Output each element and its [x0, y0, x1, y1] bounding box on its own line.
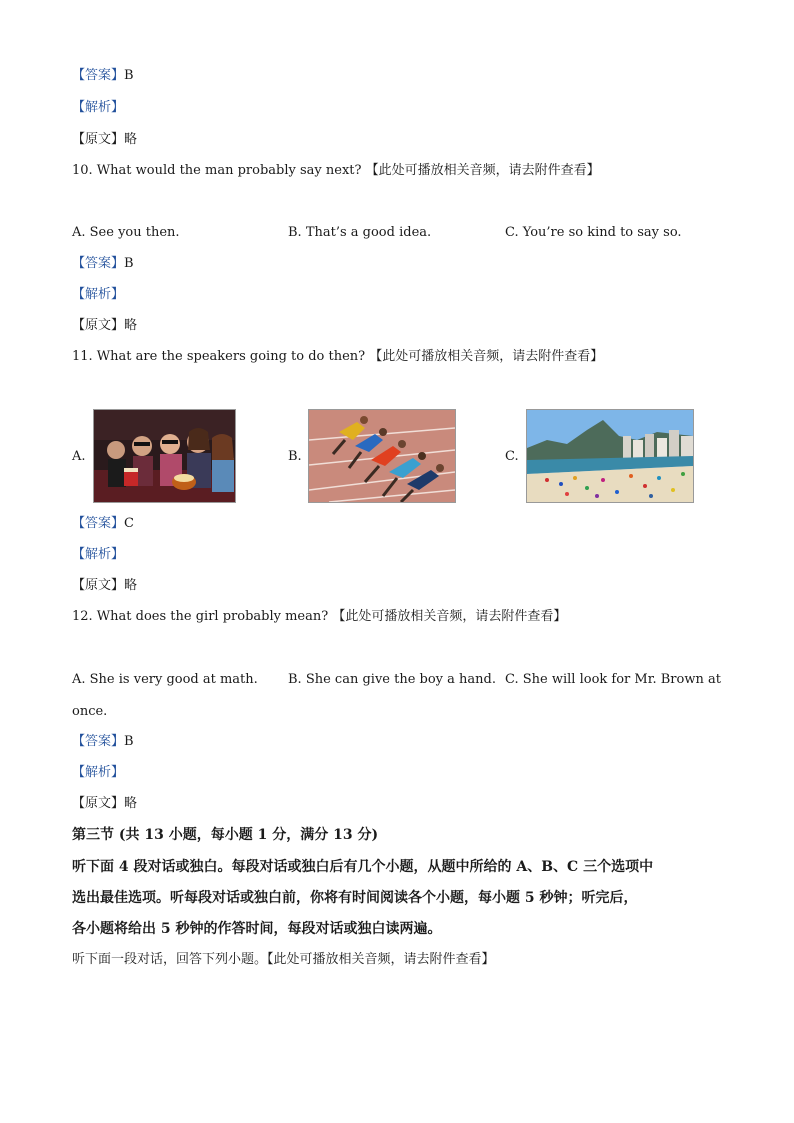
original-tag: 【原文】 — [72, 132, 125, 147]
answer-tag: 【答案】 — [72, 256, 125, 271]
section3-instruction-line: 听下面 4 段对话或独白。每段对话或独白后有几个小题，从题中所给的 A、B、C 三个选项中 — [72, 859, 654, 875]
beach-photo — [526, 409, 694, 503]
q9-analysis-line — [72, 99, 124, 117]
original-tag: 【原文】 — [72, 796, 125, 811]
q12-answer-line — [72, 733, 134, 751]
q11-option-c-label: C. — [505, 449, 519, 464]
answer-tag: 【答案】 — [72, 516, 125, 531]
q10-original-line — [72, 317, 137, 335]
analysis-tag: 【解析】 — [72, 100, 125, 115]
q10-answer-line — [72, 255, 134, 273]
section3-instruction-line: 各小题将给出 5 秒钟的作答时间，每段对话或独白读两遍。 — [72, 921, 442, 937]
answer-tag: 【答案】 — [72, 68, 125, 83]
answer-value: B — [124, 256, 134, 271]
answer-value: C — [124, 516, 134, 531]
original-value: 略 — [124, 578, 138, 593]
original-tag: 【原文】 — [72, 318, 125, 333]
q11-answer-line — [72, 515, 134, 533]
q12-stem: 12. What does the girl probably mean? 【此处可播放相关音频，请去附件查看】 — [72, 609, 567, 624]
q10-option-c: C. You’re so kind to say so. — [505, 225, 682, 240]
q11-option-b-label: B. — [288, 449, 302, 464]
q12-option-a: A. She is very good at math. — [72, 672, 258, 687]
original-tag: 【原文】 — [72, 578, 125, 593]
q12-option-b: B. She can give the boy a hand. — [288, 672, 496, 687]
q10-analysis-line — [72, 286, 124, 304]
q9-answer-line — [72, 67, 134, 85]
analysis-tag: 【解析】 — [72, 765, 125, 780]
section3-prompt: 听下面一段对话，回答下列小题。【此处可播放相关音频，请去附件查看】 — [72, 952, 495, 967]
answer-value: B — [124, 734, 134, 749]
sprinters-photo — [308, 409, 456, 503]
answer-value: B — [124, 68, 134, 83]
section3-heading: 第三节 (共 13 小题，每小题 1 分，满分 13 分) — [72, 827, 379, 843]
q12-original-line — [72, 795, 137, 813]
cinema-audience-photo — [93, 409, 236, 503]
q12-analysis-line — [72, 764, 124, 782]
q11-original-line — [72, 577, 137, 595]
original-value: 略 — [124, 796, 138, 811]
analysis-tag: 【解析】 — [72, 287, 125, 302]
q11-stem: 11. What are the speakers going to do then? 【此处可播放相关音频，请去附件查看】 — [72, 349, 604, 364]
q10-option-b: B. That’s a good idea. — [288, 225, 432, 240]
q11-analysis-line — [72, 546, 124, 564]
answer-tag: 【答案】 — [72, 734, 125, 749]
section3-instruction-line: 选出最佳选项。听每段对话或独白前，你将有时间阅读各个小题，每小题 5 秒钟；听完后， — [72, 890, 638, 906]
original-value: 略 — [124, 318, 138, 333]
q12-option-c-continued: once. — [72, 704, 108, 719]
q10-option-a: A. See you then. — [72, 225, 180, 240]
q11-option-a-label: A. — [72, 449, 86, 464]
q9-original-line — [72, 131, 137, 149]
analysis-tag: 【解析】 — [72, 547, 125, 562]
original-value: 略 — [124, 132, 138, 147]
q12-option-c: C. She will look for Mr. Brown at — [505, 672, 721, 687]
q10-stem: 10. What would the man probably say next? 【此处可播放相关音频，请去附件查看】 — [72, 163, 600, 178]
